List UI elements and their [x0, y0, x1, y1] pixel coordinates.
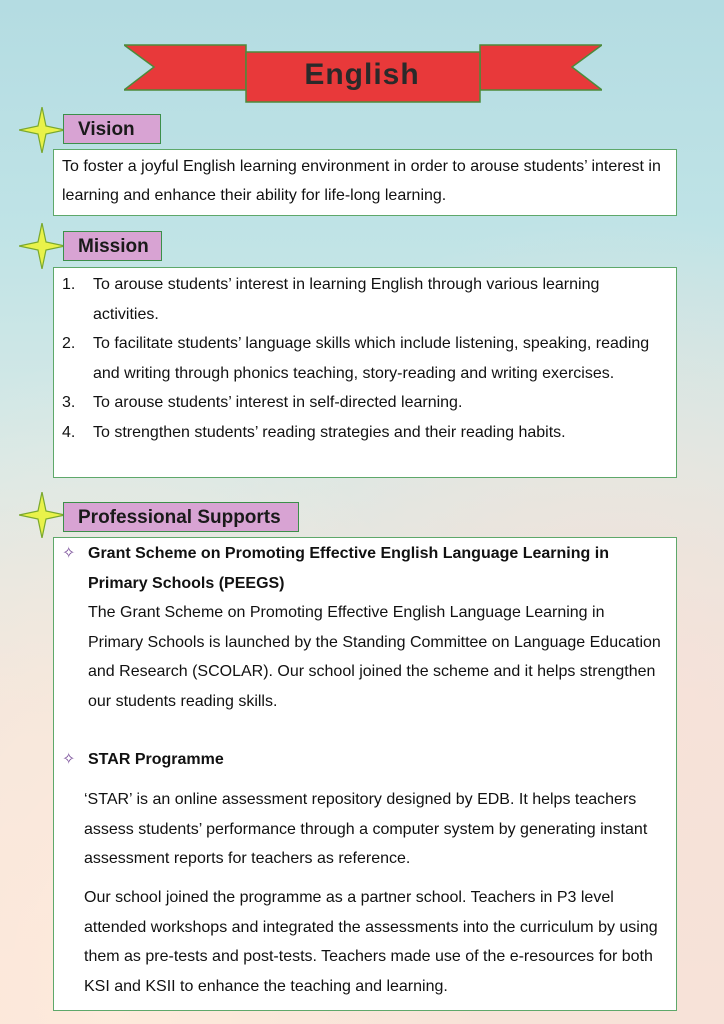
list-item — [62, 418, 662, 448]
page-title: English — [304, 58, 420, 91]
list-number: 3. — [62, 394, 76, 411]
diamond-star-bullet-icon: ✧ — [62, 751, 76, 768]
vision-label: Vision — [63, 114, 161, 144]
star-section — [62, 745, 662, 775]
list-number: 2. — [62, 335, 76, 352]
list-item — [62, 388, 662, 418]
peegs-body: The Grant Scheme on Promoting Effective English Language Learning in Primary Schools is launched by the Standing Committee on Language Education and Research (SCOLAR). Our school joined the scheme and it helps strengthen our students reading skills. — [88, 604, 661, 710]
list-text: To arouse students’ interest in self-directed learning. — [93, 394, 463, 411]
list-number: 4. — [62, 423, 76, 441]
mission-list — [62, 270, 662, 447]
list-text: To strengthen students’ reading strategies and their reading habits. — [93, 423, 566, 441]
diamond-star-bullet-icon: ✧ — [62, 545, 76, 562]
star-heading: STAR Programme — [88, 751, 224, 768]
star-paragraph-2: Our school joined the programme as a partner school. Teachers in P3 level attended workshops and integrated the assessments into the curriculum by using them as pre-tests and post-tests. Teachers made use of the e-resources for both KSI and KSII to enhance the teaching and learning. — [84, 889, 658, 995]
list-text: To facilitate students’ language skills which include listening, speaking, reading and writing through phonics teaching, story-reading and writing exercises. — [93, 335, 650, 382]
star-paragraph-1: ‘STAR’ is an online assessment repository designed by EDB. It helps teachers assess students’ performance through a computer system by generating instant assessment reports for teachers as reference. — [84, 791, 648, 867]
sparkle-star-icon — [19, 492, 65, 538]
professional-supports-label: Professional Supports — [63, 502, 299, 532]
list-item — [62, 329, 662, 388]
list-number: 1. — [62, 276, 76, 293]
list-item — [62, 270, 662, 329]
mission-label: Mission — [63, 231, 162, 261]
peegs-section — [62, 539, 662, 716]
sparkle-star-icon — [19, 107, 65, 153]
peegs-heading: Grant Scheme on Promoting Effective English Language Learning in Primary Schools (PEEGS) — [88, 545, 609, 592]
vision-text: To foster a joyful English learning environment in order to arouse students’ interest in learning and enhance their ability for life-long learning. — [62, 158, 661, 204]
sparkle-star-icon — [19, 223, 65, 269]
list-text: To arouse students’ interest in learning English through various learning activities. — [93, 276, 600, 323]
